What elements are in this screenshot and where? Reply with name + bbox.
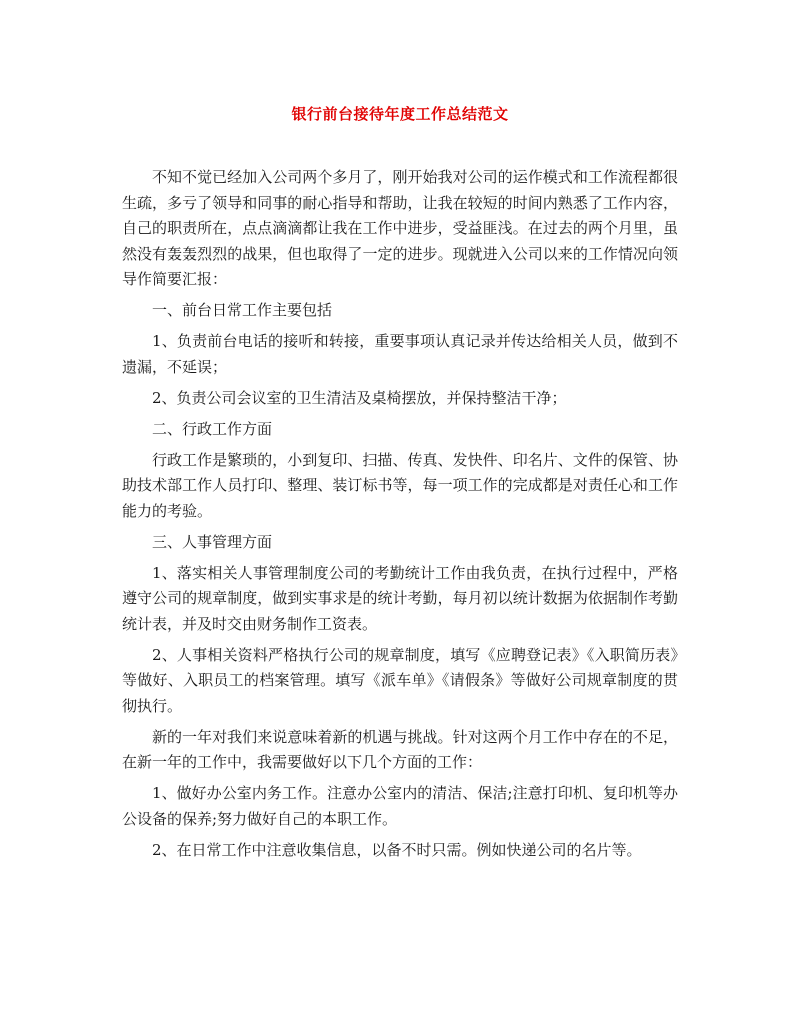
hr-item-2: 2、人事相关资料严格执行公司的规章制度，填写《应聘登记表》《入职简历表》等做好、入职员工的档案管理。填写《派车单》《请假条》等做好公司规章制度的贯彻执行。 (122, 645, 678, 715)
new-year-paragraph: 新的一年对我们来说意味着新的机遇与挑战。针对这两个月工作中存在的不足，在新一年的工作中，我需要做好以下几个方面的工作： (122, 727, 678, 771)
intro-paragraph: 不知不觉已经加入公司两个多月了，刚开始我对公司的运作模式和工作流程都很生疏，多亏了领导和同事的耐心指导和帮助，让我在较短的时间内熟悉了工作内容，自己的职责所在，点点滴滴都让我在工作中进步，受益匪浅。在过去的两个月里，虽然没有轰轰烈烈的战果，但也取得了一定的进步。现就进入公司以来的工作情况向领导作简要汇报： (122, 168, 678, 288)
front-desk-item-1: 1、负责前台电话的接听和转接，重要事项认真记录并传达给相关人员，做到不遗漏，不延误； (122, 332, 678, 376)
admin-paragraph: 行政工作是繁琐的，小到复印、扫描、传真、发快件、印名片、文件的保管、协助技术部工作人员打印、整理、装订标书等，每一项工作的完成都是对责任心和工作能力的考验。 (122, 450, 678, 520)
plan-item-1: 1、做好办公室内务工作。注意办公室内的清洁、保洁;注意打印机、复印机等办公设备的保养;努力做好自己的本职工作。 (122, 784, 678, 828)
hr-item-1: 1、落实相关人事管理制度公司的考勤统计工作由我负责，在执行过程中，严格遵守公司的规章制度，做到实事求是的统计考勤，每月初以统计数据为依据制作考勤统计表，并及时交由财务制作工资表。 (122, 563, 678, 633)
front-desk-item-2: 2、负责公司会议室的卫生清洁及桌椅摆放，并保持整洁干净； (152, 388, 567, 407)
document-body (122, 165, 678, 869)
section-heading-admin: 二、行政工作方面 (152, 419, 273, 438)
document-title: 银行前台接待年度工作总结范文 (291, 105, 509, 123)
section-heading-hr: 三、人事管理方面 (152, 532, 273, 551)
section-heading-front-desk: 一、前台日常工作主要包括 (152, 301, 333, 319)
plan-item-2: 2、在日常工作中注意收集信息，以备不时只需。例如快递公司的名片等。 (152, 840, 642, 859)
